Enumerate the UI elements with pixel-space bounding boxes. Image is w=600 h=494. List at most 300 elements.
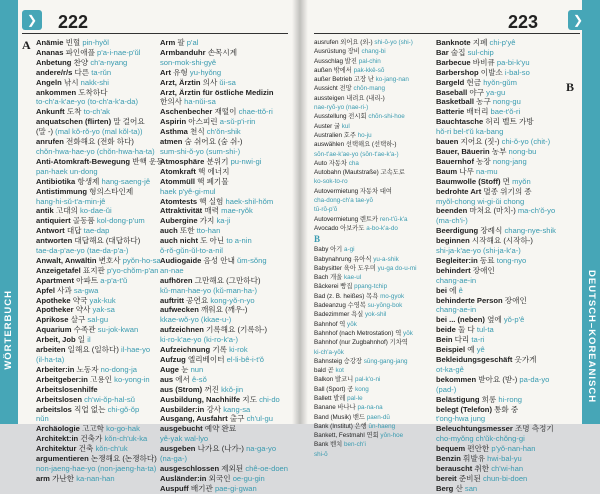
romanization: yu-a-shik xyxy=(373,255,399,263)
romanization: chang-nye-shik xyxy=(504,226,556,236)
dictionary-entry xyxy=(36,97,156,107)
romanization: ê-sŏ xyxy=(192,374,207,384)
romanization: chê-oe-doen xyxy=(245,463,289,473)
headword: Arzt, Ärztin für östliche Medizin xyxy=(160,87,274,97)
romanization: a-bo-k'a-do xyxy=(366,224,398,232)
romanization: sul-chip xyxy=(467,47,494,57)
romanization: ch'a-nyang xyxy=(90,57,128,67)
headword: Beleuchtungsmesser xyxy=(436,424,513,434)
dictionary-entry xyxy=(314,75,434,84)
dictionary-entry xyxy=(436,266,564,276)
dictionary-entry xyxy=(314,140,434,149)
korean-word: 옆에 xyxy=(487,315,502,325)
korean-word: 나가요 (나가-) xyxy=(197,444,244,454)
headword: bequem xyxy=(436,444,466,454)
romanization: kong xyxy=(355,385,369,393)
korean-word: 옷가게 xyxy=(514,355,537,364)
dictionary-entry xyxy=(160,88,288,98)
romanization: pal-chin xyxy=(358,57,381,65)
korean-word: 동료 xyxy=(479,255,495,265)
dictionary-entry xyxy=(36,375,156,385)
dictionary-entry xyxy=(314,196,434,205)
dictionary-entry xyxy=(160,226,288,236)
romanization: ka-ji xyxy=(216,216,231,226)
dictionary-entry xyxy=(436,226,564,236)
korean-word: Autovermietung 자동차 대여 xyxy=(314,187,393,195)
dictionary-entry xyxy=(160,345,288,355)
headword: Apotheker xyxy=(36,305,74,315)
dictionary-entry xyxy=(314,177,434,186)
romanization: nong-jang xyxy=(492,156,527,166)
romanization: a-gi xyxy=(344,246,355,254)
korean-word: 고용인 xyxy=(90,374,113,384)
romanization: chi-gŏ-ŏp xyxy=(107,404,140,414)
romanization: hwi-bal-yu xyxy=(487,454,522,464)
romanization: chae-ttŏ-ri xyxy=(238,107,273,117)
romanization: ŭi-sa xyxy=(219,77,236,87)
dictionary-entry xyxy=(160,405,288,415)
romanization: hyŏn-gŭm xyxy=(483,77,517,87)
headword: Batterie xyxy=(436,107,465,117)
romanization: a-p'a-t'ŭ xyxy=(100,275,128,285)
dictionary-entry xyxy=(160,335,288,345)
korean-word: 도 아닌 xyxy=(200,236,225,246)
dictionary-entry xyxy=(436,246,564,256)
romanization: yê xyxy=(476,345,485,355)
dictionary-entry xyxy=(160,78,288,88)
korean-word: 지도 xyxy=(242,394,257,404)
korean-word: Aussicht 전망 xyxy=(314,85,352,93)
romanization: yak-sa xyxy=(92,305,115,315)
headword: Begleiter:in xyxy=(436,255,478,265)
romanization: haek-shil-hŏm xyxy=(225,196,274,206)
romanization: ko-sok-to-ro xyxy=(314,178,348,186)
romanization: il-hae-yo xyxy=(120,345,151,355)
headword: ausgeschlossen xyxy=(160,463,220,473)
romanization: haek p'yê-gi-mul xyxy=(160,186,216,196)
dictionary-entry xyxy=(160,107,288,117)
korean-word: 깨워요 (깨우-) xyxy=(200,305,248,315)
dictionary-entry xyxy=(436,325,564,335)
romanization: non-jaeng-hae-yo (non-jaeng-ha-ta) xyxy=(36,463,157,473)
romanization: chi-p'yê xyxy=(489,38,516,47)
romanization: a-sŭ-p'i-rin xyxy=(219,117,256,127)
romanization: p'yŏ-nan-han xyxy=(491,444,536,454)
korean-word: 전화해요 (전화 하다) xyxy=(65,137,134,147)
korean-word: Ausstellung 전시회 xyxy=(314,113,367,121)
dictionary-entry xyxy=(436,305,564,315)
dictionary-entry xyxy=(436,147,564,157)
headword: Atmosphäre xyxy=(160,156,205,166)
korean-word: 장애인 xyxy=(504,295,527,305)
headword: Atomtests xyxy=(160,196,198,206)
dictionary-entry xyxy=(314,403,434,412)
korean-word: bald 곧 xyxy=(314,367,334,375)
book-gutter xyxy=(292,0,308,424)
dictionary-entry xyxy=(436,395,564,405)
headword: Architektur xyxy=(36,444,77,454)
dictionary-entry xyxy=(160,286,288,296)
korean-word: 기록 xyxy=(212,345,227,355)
headword: Bauernhof xyxy=(436,156,474,166)
headword: Atommüll xyxy=(160,176,196,186)
romanization: shi-ja-k'ae-yo (shi-ja-k'a-) xyxy=(436,246,521,256)
dictionary-entry xyxy=(436,434,564,444)
romanization: yu-hyŏng xyxy=(189,67,222,77)
dictionary-entry xyxy=(436,444,564,454)
korean-word: Ausschlag 발진 xyxy=(314,57,357,65)
korean-word: 휘발유 xyxy=(463,454,486,464)
korean-word: 핵 실험 xyxy=(199,196,224,206)
romanization: kŭ-man-hae-yo (kŭ-man-ha-) xyxy=(160,285,258,295)
dictionary-entry xyxy=(160,167,288,177)
romanization: myŏl-chong wi-gi-ŭi chong xyxy=(436,196,525,206)
romanization: (mal kŏ-rŏ-yo (mal kŏl-ta)) xyxy=(55,127,143,137)
korean-word: 제외된 xyxy=(221,463,244,473)
dictionary-entry xyxy=(36,216,156,226)
romanization: pa-na-na xyxy=(357,404,383,412)
korean-word: 고대의 xyxy=(55,206,78,216)
romanization: cha-dong-ch'a tae-yŏ xyxy=(314,197,373,205)
romanization: oe-gu-gin xyxy=(232,473,265,483)
dictionary-entry xyxy=(160,256,288,266)
headword: Bargeld xyxy=(436,77,465,87)
dictionary-entry xyxy=(314,187,434,196)
romanization: sŏn-t'ae-k'ae-yo (sŏn-t'ae-k'a-) xyxy=(314,150,399,158)
headword: arbeitslos xyxy=(36,404,72,414)
romanization: to-ch'ak xyxy=(83,107,110,117)
korean-word: 꺼진 xyxy=(204,384,219,394)
romanization: pal-k'o-ni xyxy=(355,376,381,384)
romanization: ha-nŭi-sa xyxy=(184,97,216,107)
dictionary-entry xyxy=(436,88,564,98)
headword: Bekleidungsgeschäft xyxy=(436,355,513,364)
dictionary-entry xyxy=(160,305,288,315)
romanization: shi-ŏ-yo (shi-) xyxy=(374,39,413,46)
dictionary-entry xyxy=(160,424,288,434)
dictionary-entry xyxy=(160,216,288,226)
romanization: ki-rok xyxy=(229,345,248,355)
headword: anquatschen (flirten) xyxy=(36,117,112,127)
dictionary-entry xyxy=(160,187,288,197)
korean-word: 천식 xyxy=(189,127,205,137)
korean-word: 장애인 xyxy=(472,265,495,275)
dictionary-entry xyxy=(160,296,288,306)
headword: Ausbildung, Nachhilfe xyxy=(160,394,241,404)
dictionary-entry xyxy=(36,246,156,256)
dictionary-entry xyxy=(160,177,288,187)
headword: aufwecken xyxy=(160,305,199,315)
headword: Antistimmung xyxy=(36,186,88,196)
dictionary-entry xyxy=(160,157,288,167)
korean-word: 항생제 xyxy=(77,176,100,186)
romanization: cho-myŏng ch'ŭk-chŏng-gi xyxy=(436,434,525,444)
dictionary-entry xyxy=(314,329,434,338)
headword: Apartment xyxy=(36,275,74,285)
dictionary-entry xyxy=(314,94,434,103)
dictionary-entry xyxy=(314,385,434,394)
dictionary-entry xyxy=(314,66,434,75)
romanization: na-ga-yo xyxy=(246,444,277,454)
korean-word: 외국인 xyxy=(208,473,231,483)
romanization: ko-yong-in xyxy=(114,374,150,384)
side-tab xyxy=(582,0,600,424)
korean-word: Baby 아기 xyxy=(314,246,343,254)
korean-word: 표지판 xyxy=(82,265,105,275)
dictionary-entry xyxy=(36,474,156,484)
korean-word: 그만해요 (그만하다) xyxy=(194,275,261,285)
dictionary-entry xyxy=(36,444,156,454)
korean-word: Bäckerei 빵집 xyxy=(314,283,353,291)
headword: andere/r/s xyxy=(36,67,73,77)
korean-word: auswählen 선택해요 (선택하-) xyxy=(314,141,397,149)
korean-word: 가난한 xyxy=(52,473,75,483)
romanization: nong-gu xyxy=(492,97,521,107)
dictionary-entry xyxy=(160,434,288,444)
korean-word: ausrufen 외어요 (외-) xyxy=(314,39,373,46)
dictionary-entry xyxy=(160,117,288,127)
romanization: p'a-i-nae-p'ŭl xyxy=(97,47,141,57)
romanization: sal-gu xyxy=(87,315,109,325)
dictionary-entry xyxy=(436,38,564,48)
romanization: (ma-ch'i-) xyxy=(436,216,468,226)
dictionary-entry xyxy=(436,157,564,167)
korean-word: 일 xyxy=(77,335,86,345)
korean-word: 형의스타인제 xyxy=(89,186,134,196)
romanization: su-jok-kwan xyxy=(97,325,139,335)
romanization: cha xyxy=(348,159,359,167)
headword: Basketball xyxy=(436,97,474,107)
dictionary-entry xyxy=(36,78,156,88)
romanization: to a-nin xyxy=(226,236,252,246)
headword: Antibiotika xyxy=(36,176,76,186)
korean-word: 통화 중 xyxy=(494,404,519,414)
headword: Aufzug xyxy=(160,355,186,364)
dictionary-entry xyxy=(314,394,434,403)
headword: Art xyxy=(160,67,171,77)
korean-word: 핵 에너지 xyxy=(198,166,230,176)
dictionary-entry xyxy=(436,414,564,424)
dictionary-entry xyxy=(436,276,564,286)
dictionary-entry xyxy=(36,276,156,286)
headword: Asthma xyxy=(160,127,188,137)
headword: antworten xyxy=(36,236,73,246)
korean-word: 대답 xyxy=(66,226,82,236)
dictionary-entry xyxy=(314,215,434,224)
dictionary-entry xyxy=(436,97,564,107)
headword: Bein xyxy=(436,335,453,345)
headword: Apfel xyxy=(36,285,55,295)
romanization: ot-ka-gê xyxy=(436,364,464,374)
headword: bekommen xyxy=(436,374,477,384)
romanization: (il-ha-ta) xyxy=(36,355,65,364)
dictionary-entry xyxy=(314,122,434,131)
korean-word: 다른 xyxy=(74,67,90,77)
dictionary-entry xyxy=(160,137,288,147)
headword: Baum xyxy=(436,166,458,176)
bookmark-icon: ❯ xyxy=(22,10,42,30)
romanization: yu-ga do-u-mi xyxy=(377,264,417,272)
korean-word: Bahnhof 역 xyxy=(314,320,346,328)
romanization: pak-kkê-sŏ xyxy=(353,66,385,74)
dictionary-entry xyxy=(36,405,156,415)
korean-word: Ausrüstung 장비 xyxy=(314,48,360,56)
side-tab xyxy=(0,0,18,424)
korean-word: Ballett 발레 xyxy=(314,394,346,402)
romanization: pan-haek un-dong xyxy=(36,166,98,176)
dictionary-entry xyxy=(436,405,564,415)
korean-word: 수족관 xyxy=(73,325,96,335)
romanization: nun xyxy=(190,364,204,374)
headword: Baseball xyxy=(436,87,468,97)
dictionary-entry xyxy=(160,206,288,216)
romanization: hang-hi-sŭ-t'a-min-jê xyxy=(36,196,106,206)
romanization: kkae-wŏ-yo (kkae-u-) xyxy=(160,315,232,325)
entry-column xyxy=(36,38,164,484)
korean-word: Badezimmer 욕실 xyxy=(314,311,364,319)
romanization: kot xyxy=(335,367,344,375)
korean-word: 예 xyxy=(467,345,475,355)
dictionary-entry xyxy=(36,38,156,48)
headword: ausgebucht xyxy=(160,424,203,434)
romanization: hŏ-ri bel-t'ŭ ka-bang xyxy=(436,127,504,137)
dictionary-entry xyxy=(36,434,156,444)
dictionary-entry xyxy=(160,414,288,424)
korean-word: 반핵 운동 xyxy=(132,156,164,166)
korean-word: 받아요 (받-) xyxy=(478,374,518,384)
dictionary-entry xyxy=(314,292,434,301)
headword: Ausländer:in xyxy=(160,473,207,483)
korean-word: aussteigen 내려요 (내리-) xyxy=(314,94,385,102)
romanization: p'al xyxy=(186,38,199,47)
romanization: chi-ŏ-yo (chit-) xyxy=(501,137,551,147)
dictionary-entry xyxy=(314,348,434,357)
dictionary-entry xyxy=(436,58,564,68)
dictionary-entry xyxy=(436,167,564,177)
dictionary-entry xyxy=(314,131,434,140)
romanization: paen-dŭ xyxy=(366,413,390,421)
dictionary-entry xyxy=(36,395,156,405)
korean-word: 시작해요 (시작하-) xyxy=(471,236,533,246)
headword: Anzeigetafel xyxy=(36,265,81,275)
korean-word: 엘리베이터 xyxy=(187,355,225,364)
dictionary-entry xyxy=(36,117,156,127)
headword: Arm xyxy=(160,38,176,47)
korean-word: 약국 xyxy=(72,295,88,305)
dictionary-entry xyxy=(36,414,156,424)
romanization: ko-go-hak xyxy=(106,424,140,434)
romanization: ŭm-sŏng xyxy=(237,255,267,265)
headword: behindert xyxy=(436,265,471,275)
headword: Attraktivität xyxy=(160,206,203,216)
headword: antik xyxy=(36,206,54,216)
dictionary-entry xyxy=(314,205,434,214)
romanization: chang-ae-in xyxy=(436,275,477,285)
headword: auftritt xyxy=(160,295,185,305)
korean-word: Badeanzug 수영복 xyxy=(314,302,366,310)
romanization: (pad-) xyxy=(436,384,457,394)
section-letter: B xyxy=(566,80,575,94)
dictionary-entry xyxy=(160,266,288,276)
dictionary-entry xyxy=(36,325,156,335)
romanization: ren-t'ŭ-k'a xyxy=(379,215,408,223)
dictionary-entry xyxy=(160,315,288,325)
dictionary-entry xyxy=(314,310,434,319)
dictionary-entry xyxy=(436,375,564,385)
dictionary-entry xyxy=(436,78,564,88)
dictionary-entry xyxy=(314,413,434,422)
headword: Anwalt, Anwältin xyxy=(36,255,97,265)
headword: belegt (Telefon) xyxy=(436,404,492,414)
headword: auch xyxy=(160,226,178,236)
headword: Beispiel xyxy=(436,345,466,355)
korean-word: 다리 xyxy=(454,335,470,345)
headword: Berg xyxy=(436,483,454,493)
dictionary-entry xyxy=(436,48,564,58)
headword: Auge xyxy=(160,364,179,374)
dictionary-entry xyxy=(314,168,434,177)
dictionary-entry xyxy=(160,197,288,207)
korean-word: Balkon 발코니 xyxy=(314,376,354,384)
romanization: bae-t'ŏ-ri xyxy=(490,107,521,117)
dictionary-entry xyxy=(314,338,434,347)
headword: ankommen xyxy=(36,87,77,97)
korean-word: 대답해요 (대답하다) xyxy=(74,236,141,246)
dictionary-entry xyxy=(36,464,156,474)
romanization: kkŏ-jin xyxy=(221,384,244,394)
korean-word: 한의사 xyxy=(160,97,183,107)
romanization: kol-dong-p'um xyxy=(96,216,145,226)
romanization: tae-dap xyxy=(83,226,110,236)
headword: Anämie xyxy=(36,38,64,47)
headword: Belästigung xyxy=(436,394,480,404)
dictionary-entry xyxy=(436,365,564,375)
dictionary-entry xyxy=(160,464,288,474)
headword: atmen xyxy=(160,137,183,147)
headword: aus (Strom) xyxy=(160,384,203,394)
headword: ausgeben xyxy=(160,444,196,454)
dictionary-entry xyxy=(436,484,564,494)
korean-word: 파인애플 xyxy=(65,47,95,57)
headword: anrufen xyxy=(36,137,64,147)
page-number: 223 xyxy=(508,12,539,32)
romanization: tul-ta xyxy=(476,325,494,335)
romanization: ta-rŭn xyxy=(91,67,112,77)
korean-word: 술집 xyxy=(450,47,466,57)
dictionary-entry xyxy=(436,117,564,127)
page-number: 222 xyxy=(58,12,89,32)
dictionary-entry xyxy=(314,357,434,366)
headword: Barbecue xyxy=(436,57,471,67)
romanization: san xyxy=(464,483,478,493)
romanization: kŏn-ch'uk-ka xyxy=(104,434,148,444)
dictionary-entry xyxy=(36,177,156,187)
dictionary-entry xyxy=(36,147,156,157)
dictionary-entry xyxy=(314,38,434,47)
romanization: kŏn-ch'uk xyxy=(95,444,128,454)
korean-word: 노동자 xyxy=(76,364,99,374)
romanization: nae-ryŏ-yo (nae-ri-) xyxy=(314,104,369,112)
headword: Arbeiter:in xyxy=(36,364,75,374)
dictionary-entry xyxy=(314,150,434,159)
dictionary-entry xyxy=(436,236,564,246)
romanization: kae-ul xyxy=(344,274,362,282)
headword: behinderte Person xyxy=(436,295,503,305)
romanization: to-ch'a-k'ae-yo (to-ch'a-k'a-da) xyxy=(36,97,139,107)
dictionary-entry xyxy=(160,454,288,464)
korean-word: Auto 자동차 xyxy=(314,159,347,167)
romanization: yok-shil xyxy=(365,311,387,319)
